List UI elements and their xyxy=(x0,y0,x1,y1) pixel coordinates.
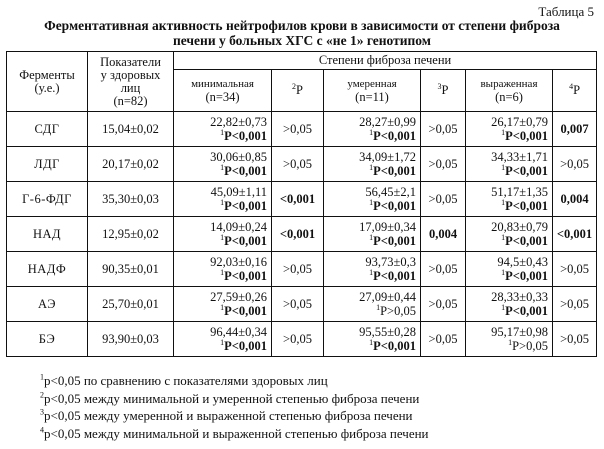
moderate-value: 28,27±0,99 xyxy=(359,115,416,129)
moderate-p-sup: 1 xyxy=(369,162,374,172)
footnote-marker: 1 xyxy=(40,372,44,382)
severe-cell xyxy=(466,112,553,147)
minimal-value: 14,09±0,24 xyxy=(210,220,267,234)
severe-p xyxy=(468,269,548,283)
minimal-p-sup: 1 xyxy=(220,232,225,242)
moderate-value: 17,09±0,34 xyxy=(359,220,416,234)
moderate-p-text: P>0,05 xyxy=(380,304,416,318)
healthy-cell: 15,04±0,02 xyxy=(88,112,174,147)
title-line-1: Ферментативная активность нейтрофилов крови в зависимости от степени фиброза xyxy=(44,18,560,33)
minimal-p xyxy=(176,199,267,213)
footnote-text: p<0,05 между минимальной и умеренной степенью фиброза печени xyxy=(44,390,420,406)
minimal-value: 27,59±0,26 xyxy=(210,290,267,304)
header-minimal xyxy=(174,70,272,112)
minimal-p-text: P<0,001 xyxy=(224,129,267,143)
healthy-cell: 20,17±0,02 xyxy=(88,147,174,182)
moderate-value: 93,73±0,3 xyxy=(365,255,416,269)
severe-p-text: P>0,05 xyxy=(512,339,548,353)
moderate-p xyxy=(326,304,416,318)
footnote-text: p<0,05 между умеренной и выраженной степенью фиброза печени xyxy=(44,408,413,423)
table-row xyxy=(7,322,597,357)
header-severe-line1: выраженная xyxy=(480,77,538,90)
table-row xyxy=(7,252,597,287)
moderate-p-sup: 1 xyxy=(369,337,374,347)
table-row xyxy=(7,147,597,182)
severe-p xyxy=(468,234,548,248)
moderate-p-sup: 1 xyxy=(369,197,374,207)
p2-cell: >0,05 xyxy=(272,252,324,287)
header-p3-sup: 3 xyxy=(437,81,442,91)
severe-p-text: P<0,001 xyxy=(505,199,548,213)
severe-cell xyxy=(466,147,553,182)
healthy-cell: 90,35±0,01 xyxy=(88,252,174,287)
moderate-cell xyxy=(324,287,421,322)
title-line-2: печени у больных ХГС с «не 1» генотипом xyxy=(173,33,431,48)
minimal-value: 22,82±0,73 xyxy=(210,115,267,129)
table-row xyxy=(7,182,597,217)
footnote xyxy=(40,372,429,390)
p2-cell: <0,001 xyxy=(272,182,324,217)
severe-cell xyxy=(466,217,553,252)
footnote-marker: 4 xyxy=(40,425,44,435)
moderate-p xyxy=(326,129,416,143)
severe-p-sup: 1 xyxy=(501,127,506,137)
p4-cell: >0,05 xyxy=(553,252,597,287)
header-p4-sup: 4 xyxy=(569,81,574,91)
healthy-cell: 93,90±0,03 xyxy=(88,322,174,357)
header-healthy-line4: (n=82) xyxy=(113,93,148,108)
moderate-cell xyxy=(324,182,421,217)
p4-cell: <0,001 xyxy=(553,217,597,252)
header-moderate-line1: умеренная xyxy=(347,77,397,90)
data-table xyxy=(6,51,597,357)
ferment-cell: Г-6-ФДГ xyxy=(7,182,88,217)
minimal-p-sup: 1 xyxy=(220,337,225,347)
header-fibrosis-group: Степени фиброза печени xyxy=(174,52,597,70)
header-ferments xyxy=(7,52,88,112)
ferment-cell: АЭ xyxy=(7,287,88,322)
header-ferments-line2: (у.е.) xyxy=(34,80,60,95)
p4-cell: 0,007 xyxy=(553,112,597,147)
ferment-cell: ЛДГ xyxy=(7,147,88,182)
p4-cell: >0,05 xyxy=(553,322,597,357)
moderate-p xyxy=(326,339,416,353)
minimal-p-text: P<0,001 xyxy=(224,164,267,178)
p3-cell: >0,05 xyxy=(421,112,466,147)
minimal-value: 96,44±0,34 xyxy=(210,325,267,339)
severe-cell xyxy=(466,252,553,287)
footnote-text: p<0,05 между минимальной и выраженной степенью фиброза печени xyxy=(44,425,429,441)
minimal-cell xyxy=(174,252,272,287)
severe-value: 51,17±1,35 xyxy=(491,185,548,199)
footnote xyxy=(40,407,429,425)
header-minimal-line2: (n=34) xyxy=(205,89,240,104)
moderate-p-text: P<0,001 xyxy=(373,129,416,143)
header-moderate xyxy=(324,70,421,112)
severe-p-text: P<0,001 xyxy=(505,164,548,178)
moderate-p-sup: 1 xyxy=(376,302,381,312)
minimal-p-sup: 1 xyxy=(220,127,225,137)
moderate-p xyxy=(326,164,416,178)
minimal-p-text: P<0,001 xyxy=(224,269,267,283)
p3-cell: >0,05 xyxy=(421,322,466,357)
p4-cell: >0,05 xyxy=(553,287,597,322)
moderate-cell xyxy=(324,217,421,252)
moderate-p-sup: 1 xyxy=(369,127,374,137)
severe-cell xyxy=(466,322,553,357)
p2-cell: >0,05 xyxy=(272,147,324,182)
p4-cell: 0,004 xyxy=(553,182,597,217)
table-row xyxy=(7,287,597,322)
table-row xyxy=(7,112,597,147)
p3-cell: >0,05 xyxy=(421,182,466,217)
severe-p-sup: 1 xyxy=(508,337,513,347)
severe-p-text: P<0,001 xyxy=(505,304,548,318)
severe-p-sup: 1 xyxy=(501,302,506,312)
severe-p-text: P<0,001 xyxy=(505,269,548,283)
moderate-value: 95,55±0,28 xyxy=(359,325,416,339)
severe-p xyxy=(468,199,548,213)
severe-value: 20,83±0,79 xyxy=(491,220,548,234)
minimal-value: 45,09±1,11 xyxy=(210,185,267,199)
header-minimal-line1: минимальная xyxy=(191,77,254,90)
moderate-value: 27,09±0,44 xyxy=(359,290,416,304)
severe-p-sup: 1 xyxy=(501,197,506,207)
minimal-cell xyxy=(174,112,272,147)
severe-p xyxy=(468,304,548,318)
moderate-p xyxy=(326,234,416,248)
header-healthy-line1: Показатели xyxy=(100,54,161,69)
header-p4 xyxy=(553,70,597,112)
severe-p-sup: 1 xyxy=(501,162,506,172)
severe-value: 34,33±1,71 xyxy=(491,150,548,164)
footnote xyxy=(40,425,429,443)
severe-value: 95,17±0,98 xyxy=(491,325,548,339)
p2-cell: >0,05 xyxy=(272,287,324,322)
minimal-p-text: P<0,001 xyxy=(224,339,267,353)
severe-p-text: P<0,001 xyxy=(505,129,548,143)
severe-p-sup: 1 xyxy=(501,267,506,277)
moderate-p-text: P<0,001 xyxy=(373,339,416,353)
moderate-cell xyxy=(324,147,421,182)
footnote-text: p<0,05 по сравнению с показателями здоровых лиц xyxy=(44,373,328,388)
minimal-p-text: P<0,001 xyxy=(224,199,267,213)
footnote-marker: 2 xyxy=(40,390,44,400)
moderate-cell xyxy=(324,252,421,287)
table-title xyxy=(0,18,604,48)
moderate-p-text: P<0,001 xyxy=(373,164,416,178)
header-p3 xyxy=(421,70,466,112)
header-severe xyxy=(466,70,553,112)
moderate-value: 34,09±1,72 xyxy=(359,150,416,164)
minimal-p xyxy=(176,339,267,353)
severe-p xyxy=(468,339,548,353)
header-healthy-line2: у здоровых xyxy=(100,67,161,82)
moderate-p xyxy=(326,269,416,283)
table-body xyxy=(7,112,597,357)
header-severe-line2: (n=6) xyxy=(495,89,523,104)
header-p2-label: P xyxy=(296,83,303,97)
severe-p xyxy=(468,164,548,178)
severe-value: 94,5±0,43 xyxy=(497,255,548,269)
moderate-p-sup: 1 xyxy=(369,267,374,277)
moderate-p-sup: 1 xyxy=(369,232,374,242)
p3-cell: >0,05 xyxy=(421,252,466,287)
minimal-p-sup: 1 xyxy=(220,302,225,312)
moderate-p xyxy=(326,199,416,213)
p3-cell: >0,05 xyxy=(421,287,466,322)
moderate-cell xyxy=(324,322,421,357)
header-healthy xyxy=(88,52,174,112)
severe-p-sup: 1 xyxy=(501,232,506,242)
minimal-value: 92,03±0,16 xyxy=(210,255,267,269)
header-p4-label: P xyxy=(573,83,581,97)
p3-cell: 0,004 xyxy=(421,217,466,252)
moderate-p-text: P<0,001 xyxy=(373,234,416,248)
header-moderate-line2: (n=11) xyxy=(355,89,389,104)
minimal-p xyxy=(176,164,267,178)
header-p2-sup: 2 xyxy=(292,81,297,91)
minimal-p-sup: 1 xyxy=(220,197,225,207)
minimal-p-text: P<0,001 xyxy=(224,304,267,318)
minimal-cell xyxy=(174,182,272,217)
ferment-cell: НАДФ xyxy=(7,252,88,287)
healthy-cell: 12,95±0,02 xyxy=(88,217,174,252)
minimal-p-text: P<0,001 xyxy=(224,234,267,248)
severe-p xyxy=(468,129,548,143)
severe-cell xyxy=(466,287,553,322)
minimal-p xyxy=(176,234,267,248)
p4-cell: >0,05 xyxy=(553,147,597,182)
footnote xyxy=(40,390,429,408)
moderate-cell xyxy=(324,112,421,147)
header-ferments-line1: Ферменты xyxy=(19,67,75,82)
severe-value: 26,17±0,79 xyxy=(491,115,548,129)
severe-p-text: P<0,001 xyxy=(505,234,548,248)
healthy-cell: 25,70±0,01 xyxy=(88,287,174,322)
p2-cell: <0,001 xyxy=(272,217,324,252)
table-number: Таблица 5 xyxy=(538,4,594,19)
minimal-value: 30,06±0,85 xyxy=(210,150,267,164)
minimal-cell xyxy=(174,322,272,357)
minimal-cell xyxy=(174,287,272,322)
moderate-value: 56,45±2,1 xyxy=(365,185,416,199)
ferment-cell: БЭ xyxy=(7,322,88,357)
minimal-p-sup: 1 xyxy=(220,267,225,277)
table-row xyxy=(7,217,597,252)
p2-cell: >0,05 xyxy=(272,112,324,147)
minimal-p xyxy=(176,304,267,318)
ferment-cell: СДГ xyxy=(7,112,88,147)
minimal-cell xyxy=(174,147,272,182)
minimal-cell xyxy=(174,217,272,252)
moderate-p-text: P<0,001 xyxy=(373,199,416,213)
minimal-p xyxy=(176,129,267,143)
minimal-p-sup: 1 xyxy=(220,162,225,172)
header-p3-label: P xyxy=(441,83,449,97)
severe-value: 28,33±0,33 xyxy=(491,290,548,304)
ferment-cell: НАД xyxy=(7,217,88,252)
header-p2 xyxy=(272,70,324,112)
p3-cell: >0,05 xyxy=(421,147,466,182)
healthy-cell: 35,30±0,03 xyxy=(88,182,174,217)
minimal-p xyxy=(176,269,267,283)
severe-cell xyxy=(466,182,553,217)
footnotes xyxy=(40,372,429,442)
footnote-marker: 3 xyxy=(40,407,44,417)
header-healthy-line3: лиц xyxy=(120,80,141,95)
moderate-p-text: P<0,001 xyxy=(373,269,416,283)
p2-cell: >0,05 xyxy=(272,322,324,357)
